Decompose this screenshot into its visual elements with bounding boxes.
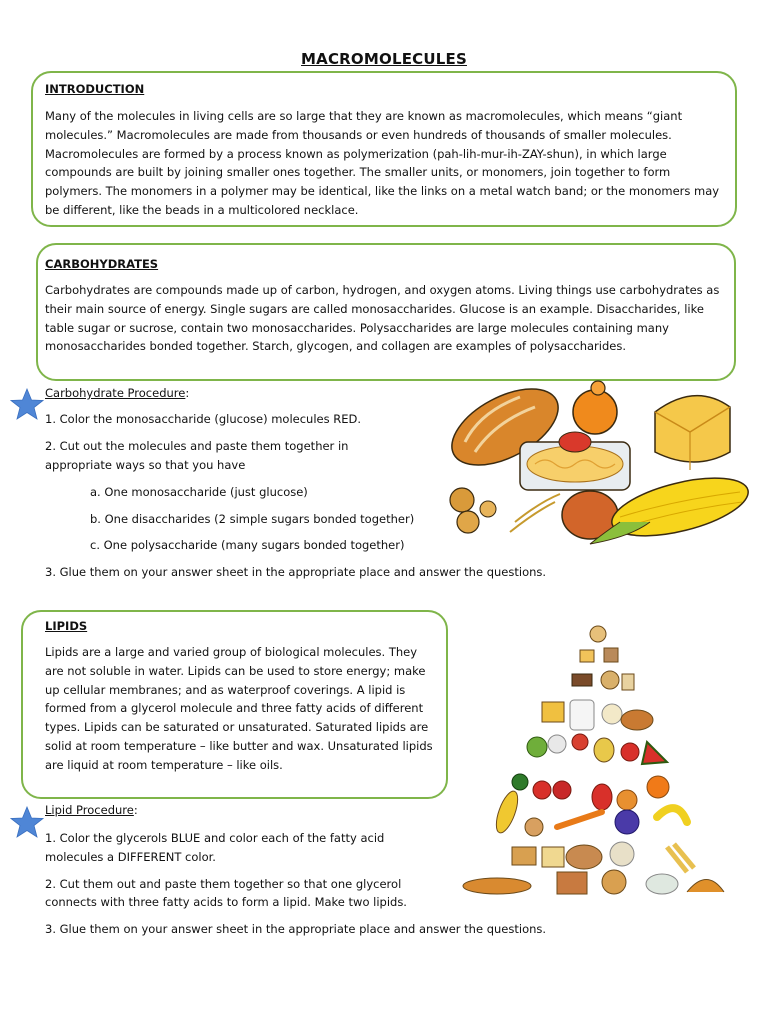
lipid-step-1a: 1. Color the glycerols BLUE and color each of the fatty acid	[45, 831, 385, 845]
carb-sub-a: a. One monosaccharide (just glucose)	[90, 485, 308, 499]
lipid-step-1b: molecules a DIFFERENT color.	[45, 850, 216, 864]
carb-sub-c: c. One polysaccharide (many sugars bonded together)	[90, 538, 405, 552]
lipid-procedure-label: Lipid Procedure	[45, 803, 134, 817]
carb-step-1: 1. Color the monosaccharide (glucose) molecules RED.	[45, 412, 362, 426]
carbohydrate-foods-illustration	[440, 372, 760, 547]
lipids-heading: LIPIDS	[45, 619, 88, 633]
food-pyramid-illustration	[462, 622, 742, 902]
page-title: MACROMOLECULES	[301, 50, 467, 68]
lipid-step-2a: 2. Cut them out and paste them together so that one glycerol	[45, 877, 402, 891]
lipid-step-3: 3. Glue them on your answer sheet in the appropriate place and answer the questions.	[45, 922, 547, 936]
carb-step-3: 3. Glue them on your answer sheet in the appropriate place and answer the questions.	[45, 565, 547, 579]
carbohydrate-procedure-title	[45, 386, 189, 400]
star-icon	[10, 806, 44, 840]
carbohydrate-procedure-colon: :	[185, 386, 190, 400]
carbohydrate-procedure-label: Carbohydrate Procedure	[45, 386, 186, 400]
star-icon	[10, 388, 44, 422]
introduction-heading: INTRODUCTION	[45, 82, 145, 96]
carbohydrates-heading: CARBOHYDRATES	[45, 257, 159, 271]
carb-step-2a: 2. Cut out the molecules and paste them together in	[45, 439, 349, 453]
lipids-text: Lipids are a large and varied group of biological molecules. They are not soluble in water. Lipids can be used to store energy; make up cellular membranes; and as waterproof coverings. A lipid is formed from a glycerol molecule and three fatty acids of different types. Lipids can be saturated or unsaturated. Saturated lipids are solid at room temperature – like butter and wax. Unsaturated lipids are liquid at room temperature – like oils.	[45, 645, 433, 772]
introduction-text: Many of the molecules in living cells are so large that they are known as macromolecules, which means “giant molecules.” Macromolecules are made from thousands or even hundreds of thousands of smaller molecules. Macromolecules are formed by a process known as polymerization (pah-lih-mur-ih-ZAY-shun), in which large compounds are built by joining smaller ones together. The smaller units, or monomers, join together to form polymers. The monomers in a polymer may be identical, like the links on a metal watch band; or the monomers may be different, like the beads in a multicolored necklace.	[45, 109, 720, 217]
carb-step-2b: appropriate ways so that you have	[45, 458, 246, 472]
carbohydrates-text: Carbohydrates are compounds made up of carbon, hydrogen, and oxygen atoms. Living things use carbohydrates as their main source of energy. Single sugars are called monosaccharides. Glucose is an example. Disaccharides, like table sugar or sucrose, contain two monosaccharides. Polysaccharides are large molecules containing many monosaccharides bonded together. Starch, glycogen, and collagen are examples of polysaccharides.	[45, 283, 720, 354]
lipid-step-2b: connects with three fatty acids to form a lipid. Make two lipids.	[45, 895, 407, 909]
carb-sub-b: b. One disaccharides (2 simple sugars bonded together)	[90, 512, 415, 526]
lipid-procedure-title	[45, 803, 138, 817]
lipid-procedure-colon: :	[133, 803, 138, 817]
